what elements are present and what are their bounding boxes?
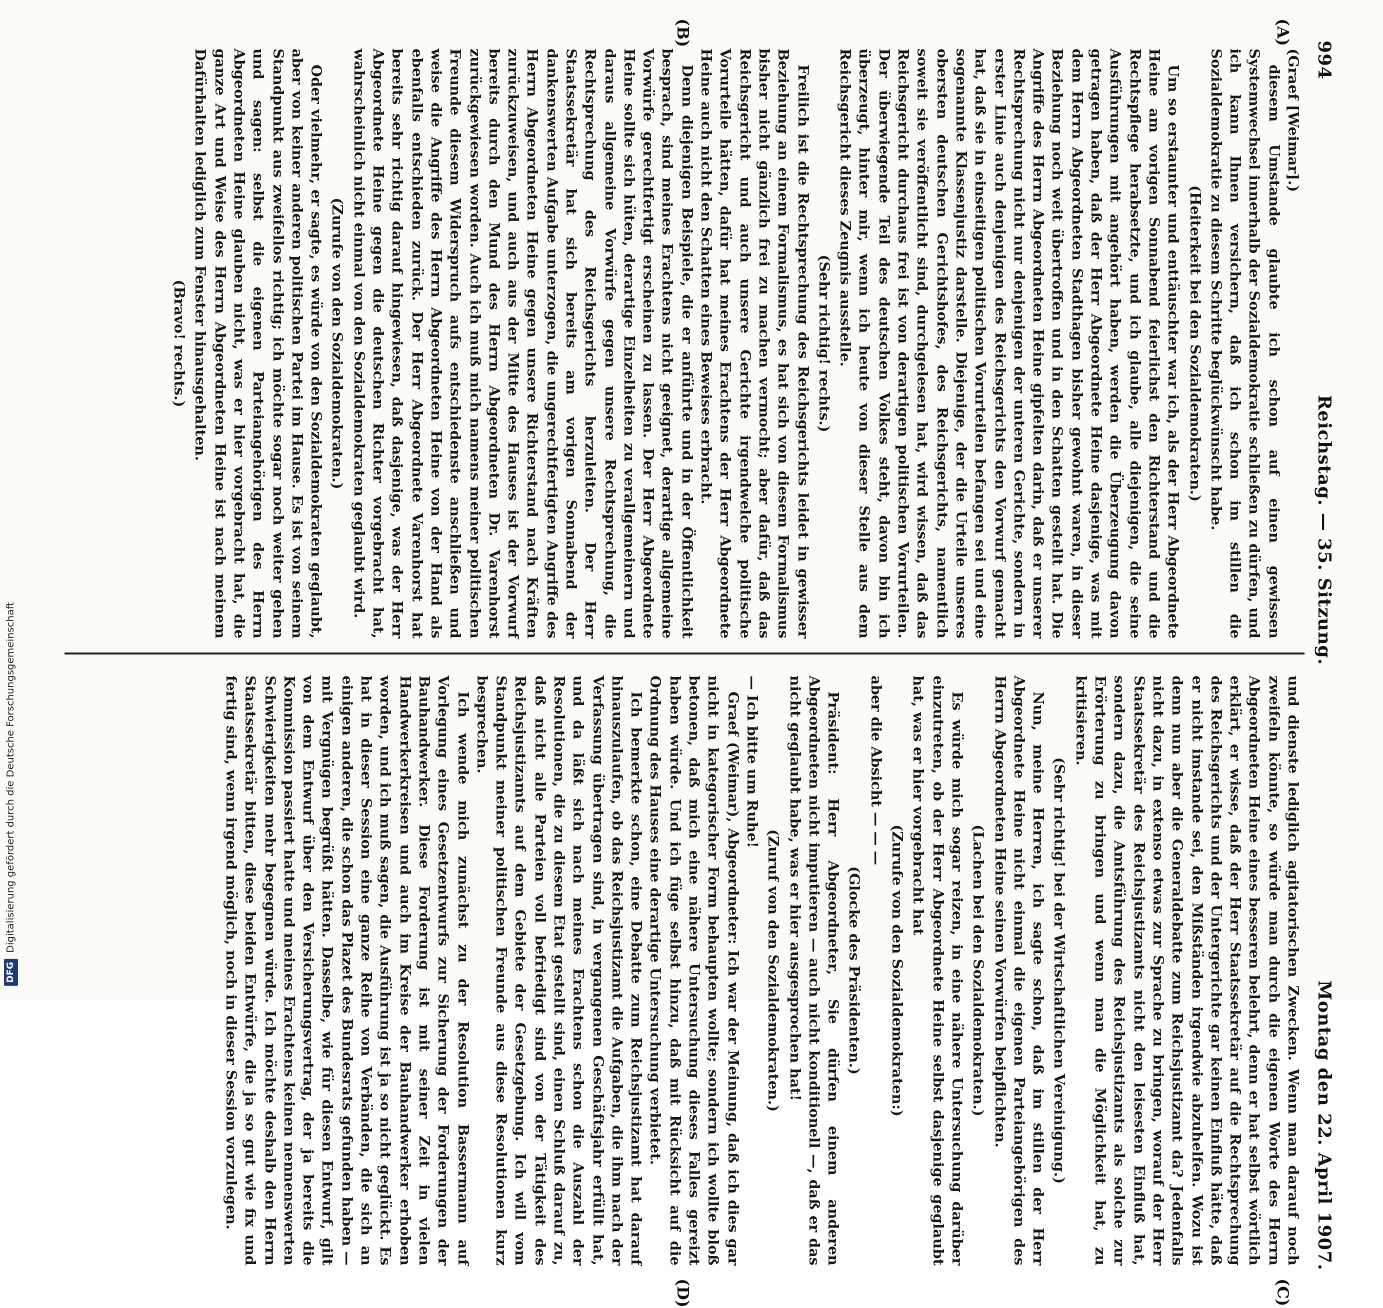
- paragraph: Es würde mich sogar reizen, in eine nähere Untersuchung darüber einzutreten, ob der Herr Abgeordnete Heine selbst dasjenige geglaubt hat, was er hier vorgebracht hat: [909, 675, 966, 1266]
- margin-letter-b: (B): [673, 18, 693, 48]
- stage-direction: (Zurufe von den Sozialdemokraten:): [888, 824, 906, 1117]
- margin-letter-d: (D): [673, 1278, 693, 1308]
- paragraph: Um so erstaunter und enttäuschter war ich, als der Herr Abgeordnete Heine am vorigen Sonnabend feierlichst den Richterstand und die Rechtspflege herabsetzte, und ich glaube, alle diejenigen, die seine Ausführungen mit angehört haben, werden die Überzeugung davon getragen haben, daß der Herr Abgeordnete Heine dasjenige, was mit dem Herrn Abgeordneten Stadthagen bisher gewohnt waren, in dieser Beziehung noch weit übertroffen und in den Schatten gestellt hat. Die Angriffe des Herrn Abgeordneten Heine gipfelten darin, daß er unserer Rechtsprechung nicht nur denjenigen der unteren Gerichte, sondern in erster Linie auch denjenigen des Reichsgerichts den Vorwurf gemacht hat, daß sie in einseitigen politischen Vorurteilen befangen sei und eine sogenannte Klassenjustiz darstelle. Diejenige, der die Urteile unseres obersten deutschen Gerichtshofes, des Reichsgerichts, namentlich soweit sie veröffentlicht sind, durchgelesen hat, wird wissen, daß das Reichsgericht durchaus frei ist von derartigen politischen Vorurteilen. Der überwiegende Teil des deutschen Volkes steht, davon bin ich überzeugt, hinter mir, wenn ich heute von dieser Stelle aus dem Reichsgericht dieses Zeugnis ausstelle.: [836, 48, 1182, 639]
- paragraph: — Ich bitte um Ruhe!: [743, 675, 761, 848]
- speaker-label: (Graef [Weimar].): [1284, 48, 1302, 193]
- paragraph: Nun, meine Herren, ich sagte schon, daß im stillen der Herr Abgeordnete Heine nicht einmal die eigenen Parteiangehörigen des Herrn Abgeordneten Heine seinen Vorwürfen beipflichten.: [991, 675, 1047, 1266]
- running-head: [1314, 41, 1335, 1271]
- footer-credit: [4, 602, 18, 986]
- rotated-page-content: [0, 1, 1383, 1308]
- footer-text: Digitalisierung gefördert durch die Deutsche Forschungsgemeinschaft: [5, 602, 17, 953]
- stage-direction: (Zuruf von den Sozialdemokraten.): [764, 829, 782, 1112]
- paragraph: Oder vielmehr, er sagte, es würde von den Sozialdemokraten geglaubt, aber von keiner anderen politischen Partei im Hause. Es ist von seinem Standpunkt aus zweifellos richtig; ich möchte sogar noch weiter gehen und sagen: selbst die eigenen Parteiangehörigen des Herrn Abgeordneten Heine glauben nicht, was er hier vorgebracht hat, die ganze Art und Weise des Herrn Abgeordneten Heine ist nach meinem Dafürhalten lediglich zum Fenster hinausgehalten.: [191, 48, 325, 639]
- paragraph: Denn diejenigen Beispiele, die er anführte und in der Öffentlichkeit besprach, sind meines Erachtens nicht geeignet, derartige allgemeine Vorwürfe gerechtfertigt erscheinen zu lassen. Der Herr Abgeordnete Heine sollte sich hüten, derartige Einzelheiten zu verallgemeinern und daraus allgemeine Vorwürfe gegen unsere Rechtsprechung, die Rechtsprechung des Reichsgerichts herzuleiten. Der Herr Staatssekretär hat sich bereits am vorigen Sonnabend der dankenswerten Aufgabe unterzogen, die ungerechtfertigten Angriffe des Herrn Abgeordneten Heine gegen unsere Richterstand nach Kräften zurückzuweisen, und auch aus der Mitte des Hauses ist der Vorwurf bereits durch den Mund des Herrn Abgeordneten Dr. Varenhorst zurückgewiesen worden. Auch ich muß mich namens meiner politischen Freunde diesem Widerspruch aufs entschiedenste anschließen und weise die Angriffe des Herrn Abgeordneten Heine von der Hand als ebenfalls entschieden zurück. Der Herr Abgeordnete Varenhorst hat bereits sehr richtig darauf hingewiesen, daß dasjenige, was der Herr Abgeordnete Heine gegen die deutschen Richter vorgebracht hat, wahrscheinlich nicht einmal von den Sozialdemokraten geglaubt wird.: [350, 48, 696, 639]
- paragraph: Graef (Weimar), Abgeordneter: Ich war der Meinung, daß ich dies gar nicht in kategorischer Form behaupten wollte; sondern ich wollte bloß betonen, daß mich eine nähere Untersuchung dieses Falles gereizt haben würde. Und ich füge selbst hinzu, daß mit Rücksicht auf die Ordnung des Hauses eine derartige Untersuchung verbietet.: [647, 675, 742, 1266]
- dfg-logo: DFG: [4, 959, 18, 986]
- paragraph: diesem Umstande glaubte ich schon auf einen gewissen Systemwechsel innerhalb der Sozialdemokratie schließen zu dürfen, und ich kann Ihnen versichern, daß ich schon im stillen die Sozialdemokratie zu diesem Schritte beglückwünscht habe.: [1207, 48, 1283, 639]
- page-date: Montag den 22. April 1907.: [1313, 980, 1335, 1271]
- left-column: [167, 49, 1302, 639]
- stage-direction: (Sehr richtig! rechts.): [815, 254, 833, 433]
- paragraph: und dienste lediglich agitatorischen Zwecken. Wenn man darauf noch zweifeln könnte, so würde man durch die eigenen Worte des Herrn Abgeordneten Heine eines besseren belehrt, denn er hat selbst wörtlich erklärt, er wisse, daß der Herr Staatssekretär auf die Rechtsprechung des Reichsgerichts und der Untergerichte gar keinen Einfluß hätte, daß er nicht imstande sei, den Mißständen irgendwie abzuhelfen. Wozu ist denn nun aber die Generaldebatte zum Reichsjustizamt da? Jedenfalls nicht dazu, in extenso etwas zur Sprache zu bringen, worauf der Herr Staatssekretär des Reichsjustizamts nicht den leisesten Einfluß hat, sondern dazu, die Amtsführung des Reichsjustizamts als solche zur Erörterung zu bringen und wenn man die Möglichkeit hat, zu kritisieren.: [1072, 675, 1302, 1266]
- paragraph: Ich bemerkte schon, eine Debatte zum Reichsjustizamt hat darauf hinauszulaufen, ob das Reichsjustizamt die Aufgaben, die ihm nach der Verfassung übertragen sind, in vergangenen Geschäftsjahr erfüllt hat, und da läßt sich nach meines Erachtens schon die Auszahl der Resolutionen, die zu diesem Etat gestellt sind, einen Schluß darauf zu, daß nicht alle Parteien voll befriedigt sind von der Tätigkeit des Reichsjustizamts auf dem Gebiete der Gesetzgebung. Ich will vom Standpunkt meiner politischen Freunde aus diese Resolutionen kurz besprechen.: [473, 675, 645, 1266]
- stage-direction: (Glocke des Präsidenten.): [845, 866, 863, 1075]
- margin-letter-a: (A): [1273, 18, 1293, 47]
- paragraph: Freilich ist die Rechtsprechung des Reichsgerichts leidet in gewisser Beziehung an einem Formalismus, es hat sich von diesem Formalismus bisher nicht gänzlich frei zu machen vermocht; aber dafür, daß das Reichsgericht und auch unsere Gerichte irgendwelche politische Vorurteile hätten, dafür hat meines Erachtens der Herr Abgeordnete Heine auch nicht den Schatten eines Beweises erbracht.: [697, 48, 812, 639]
- paragraph: Ich wende mich zunächst zu der Resolution Bassermann auf Vorlegung eines Gesetzentwurfs zur Sicherung der Forderungen der Bauhandwerker. Diese Forderung ist mit seiner Zeit in vielen Handwerkerkreisen und auch im Kreise der Bauhandwerker erhoben worden, und ich muß sagen, die Ausführung ist ja so nicht geglückt. Es hat in dieser Session eine ganze Reihe von Verbänden, die sich an einigen anderen, die schon das Plazet des Bundesrats gefunden haben — mit Vergnügen begrüßt hätten. Dasselbe, wie für diesen Entwurf, gilt von dem Entwurf über den Versicherungsvertrag, der ja bereits die Kommission passiert hatte und meines Erachtens keinen nennenswerten Schwierigkeiten mehr begegnen würde. Ich möchte deshalb den Herrn Staatssekretär bitten, diese beiden Entwürfe, die ja so gut wie fix und fertig sind, wenn irgend möglich, noch in dieser Session vorzulegen.: [222, 675, 472, 1266]
- paragraph: Präsident: Herr Abgeordneter, Sie dürfen einem anderen Abgeordneten nicht imputieren — auch nicht konditionell —, daß er das nicht geglaubt habe, was er hier ausgesprochen hat!: [786, 675, 842, 1266]
- right-column: [221, 676, 1302, 1266]
- stage-direction: (Lachen bei den Sozialdemokraten.): [969, 824, 987, 1117]
- page-title: Reichstag. — 35. Sitzung.: [1313, 394, 1335, 666]
- stage-direction: (Zurufe von den Sozialdemokraten.): [328, 197, 346, 490]
- stage-direction: (Heiterkeit bei den Sozialdemokraten.): [1186, 185, 1204, 502]
- margin-letter-c: (C): [1273, 1278, 1293, 1307]
- page-number: 994: [1313, 40, 1335, 80]
- stage-direction: (Sehr richtig! bei der Wirtschaftlichen Vereinigung.): [1050, 757, 1068, 1184]
- stage-direction: (Bravo! rechts.): [170, 279, 188, 408]
- column-divider: [65, 653, 1305, 655]
- paragraph: aber die Absicht — — —: [867, 675, 885, 866]
